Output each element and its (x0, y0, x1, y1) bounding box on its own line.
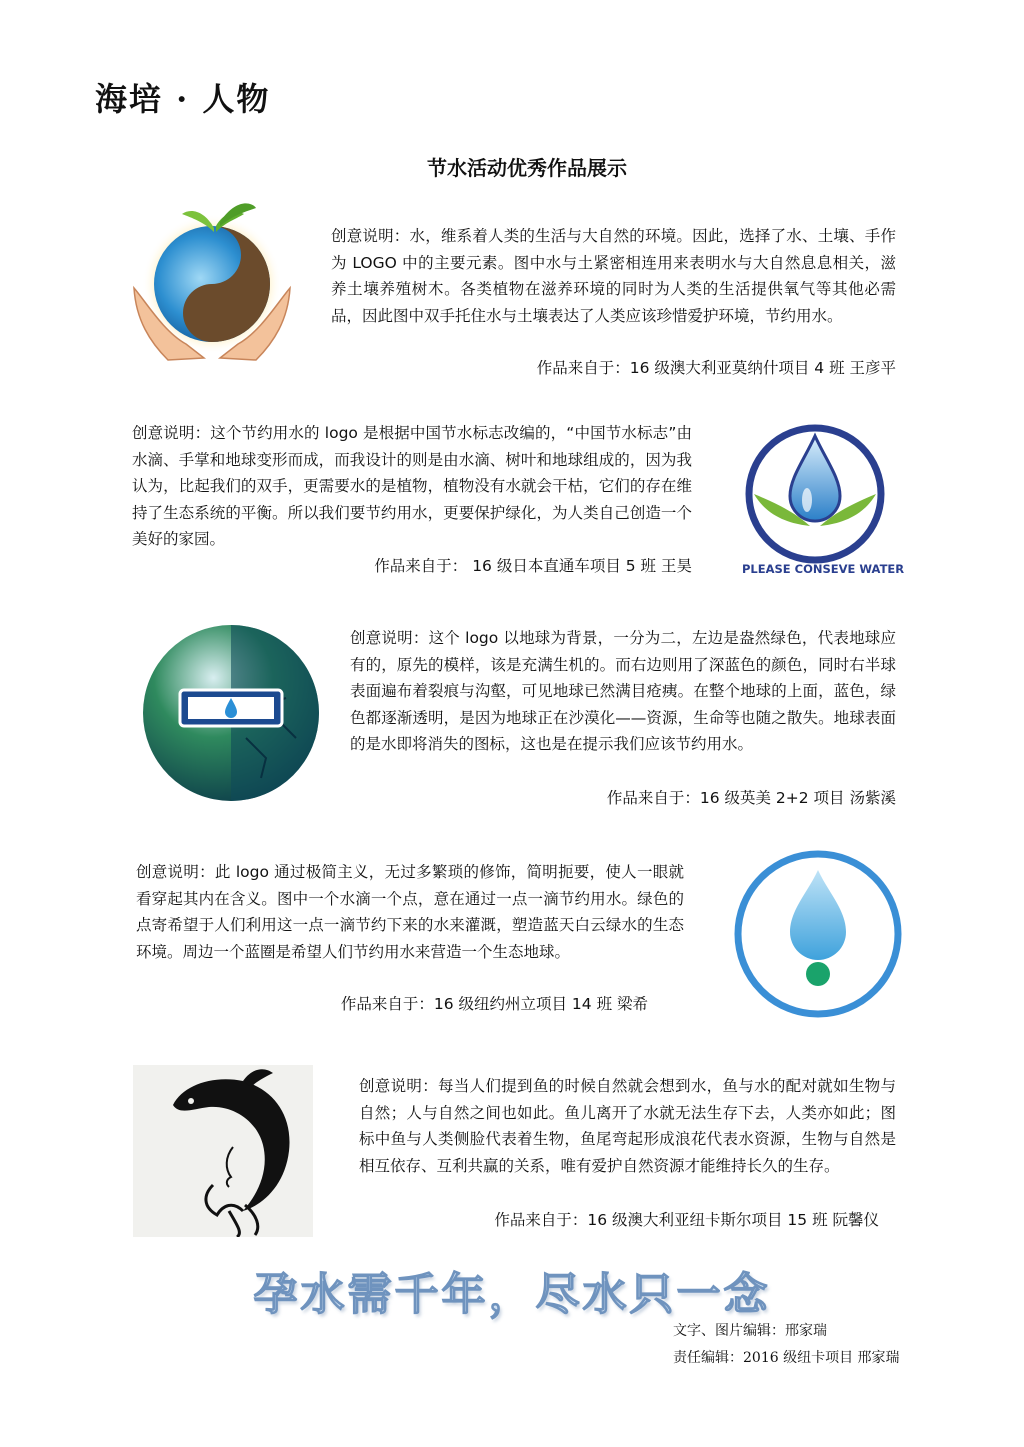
drop-dot-circle-logo (730, 846, 906, 1022)
entry-5-credit: 作品来自于：16 级澳大利亚纽卡斯尔项目 15 班 阮馨仪 (494, 1211, 879, 1229)
section-title: 海培 · 人物 (95, 80, 271, 118)
logo-caption: PLEASE CONSEVE WATER (742, 562, 905, 576)
entry-3-credit: 作品来自于：16 级英美 2+2 项目 汤紫溪 (606, 789, 896, 807)
entry-2-description: 创意说明：这个节约用水的 logo 是根据中国节水标志改编的，“中国节水标志”由水滴、手掌和地球变形而成，而我设计的则是由水滴、树叶和地球组成的，因为我认为，比起我们的双手，更需要水的是植物，植物没有水就会干枯，它们的存在维持了生态系统的平衡。所以我们要节约用水，更要保护绿化，为人类自己创造一个美好的家园。 (132, 424, 692, 548)
globe-logo (136, 618, 326, 808)
entry-2-credit: 作品来自于： 16 级日本直通车项目 5 班 王昊 (374, 557, 692, 575)
article-title: 节水活动优秀作品展示 (427, 156, 627, 180)
entry-4-credit: 作品来自于：16 级纽约州立项目 14 班 梁希 (340, 995, 648, 1013)
entry-4-description: 创意说明：此 logo 通过极简主义，无过多繁琐的修饰，简明扼要，使人一眼就看穿起其内在含义。图中一个水滴一个点，意在通过一点一滴节约用水。绿色的点寄希望于人们利用这一点一滴节约下来的水来灌溉，塑造蓝天白云绿水的生态环境。周边一个蓝圈是希望人们节约用水来营造一个生态地球。 (136, 863, 684, 961)
editor-credit: 文字、图片编辑：邢家瑞 (673, 1323, 827, 1339)
slogan: 孕水需千年，尽水只一念 (253, 1269, 771, 1320)
entry-1-credit: 作品来自于：16 级澳大利亚莫纳什项目 4 班 王彦平 (536, 359, 896, 377)
water-drop-leaves-logo (740, 420, 900, 580)
fish-face-logo (133, 1065, 313, 1237)
entry-3-description: 创意说明：这个 logo 以地球为背景，一分为二，左边是盎然绿色，代表地球应有的，原先的模样，该是充满生机的。而右边则用了深蓝色的颜色，同时右半球表面遍布着裂痕与沟壑，可见地球已然满目疮痍。在整个地球的上面，蓝色，绿色都逐渐透明，是因为地球正在沙漠化——资源，生命等也随之散失。地球表面的是水即将消失的图标，这也是在提示我们应该节约用水。 (350, 629, 896, 753)
earth-hands-logo (124, 192, 294, 370)
chief-editor-credit: 责任编辑：2016 级纽卡项目 邢家瑞 (673, 1350, 900, 1366)
entry-1-description: 创意说明：水，维系着人类的生活与大自然的环境。因此，选择了水、土壤、手作为 LOGO 中的主要元素。图中水与土紧密相连用来表明水与大自然息息相关，滋养土壤养殖树木。各类植物在滋养环境的同时为人类的生活提供氧气等其他必需品，因此图中双手托住水与土壤表达了人类应该珍惜爱护环境，节约用水。 (331, 227, 896, 325)
entry-5-description: 创意说明：每当人们提到鱼的时候自然就会想到水，鱼与水的配对就如生物与自然；人与自然之间也如此。鱼儿离开了水就无法生存下去，人类亦如此；图标中鱼与人类侧脸代表着生物，鱼尾弯起形成浪花代表水资源，生物与自然是相互依存、互利共赢的关系，唯有爱护自然资源才能维持长久的生存。 (359, 1077, 896, 1175)
